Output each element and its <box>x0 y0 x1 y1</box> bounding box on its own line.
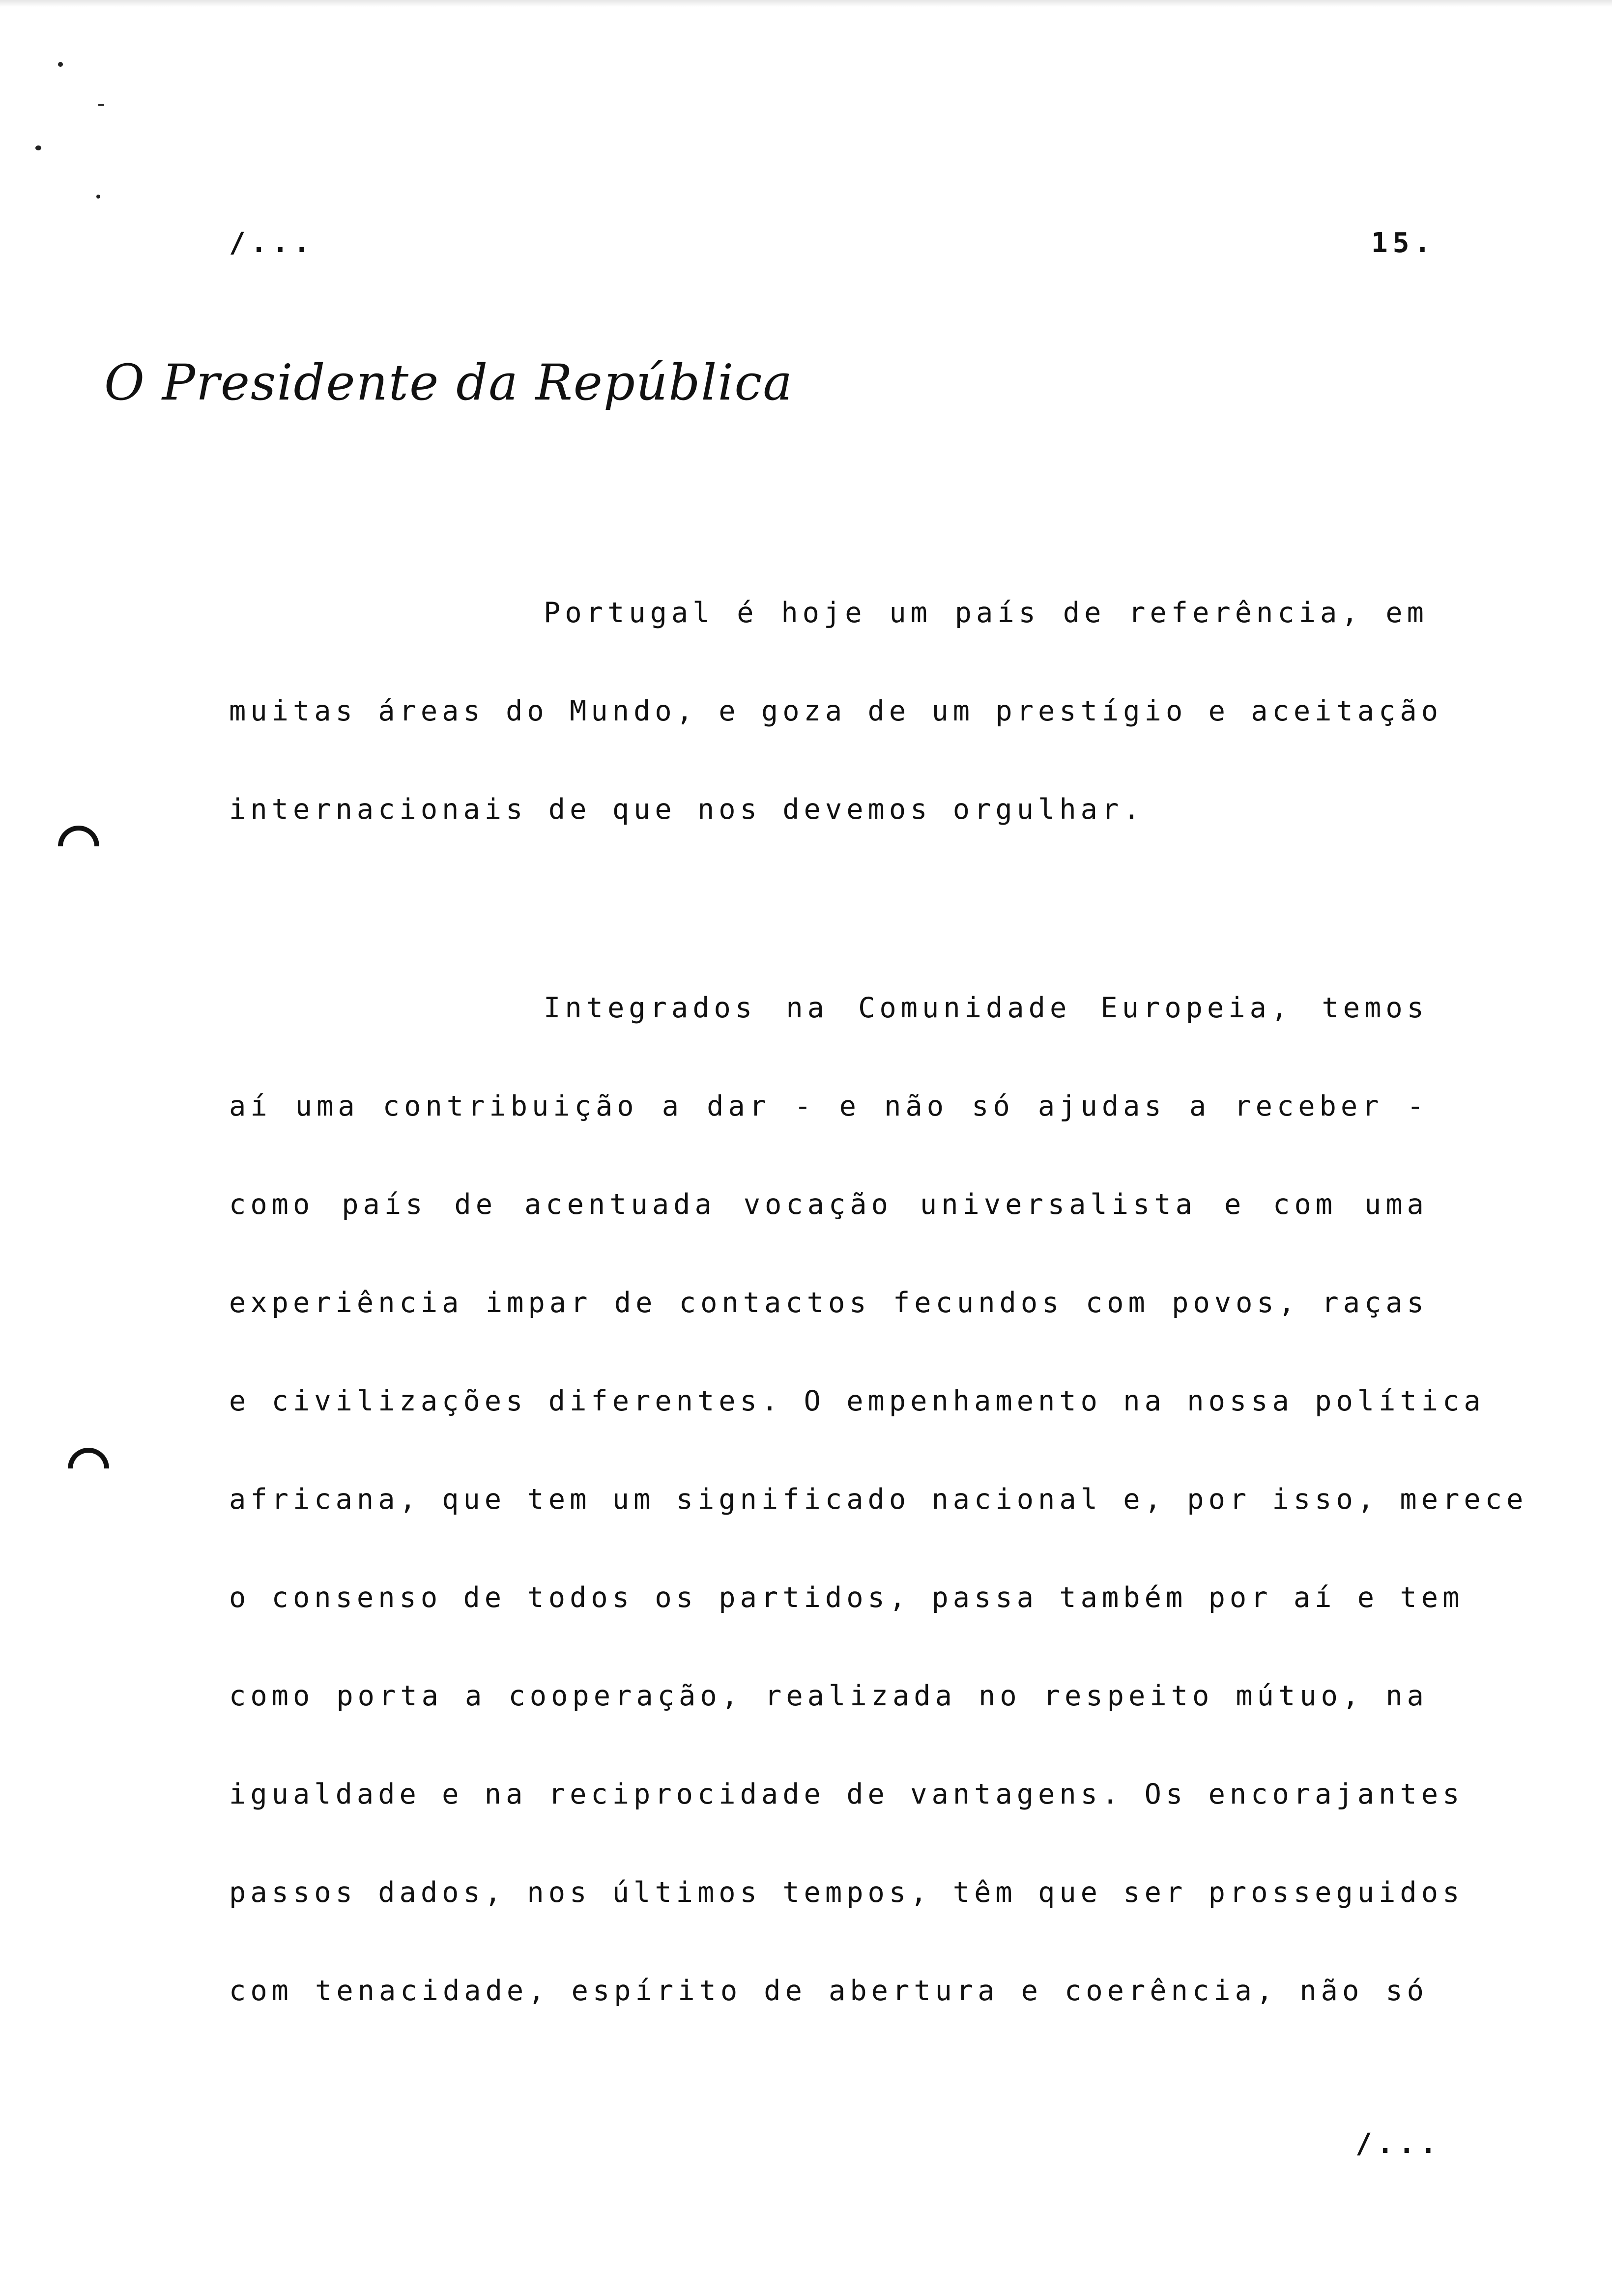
body-line: Integrados na Comunidade Europeia, temos <box>544 992 1428 1024</box>
body-line: passos dados, nos últimos tempos, têm que ser prosseguidos <box>229 1876 1464 1909</box>
body-line: como porta a cooperação, realizada no respeito mútuo, na <box>229 1680 1428 1712</box>
margin-mark <box>58 62 63 67</box>
continuation-marker-top: /... <box>229 227 315 259</box>
body-line: como país de acentuada vocação universalista e com uma <box>229 1188 1428 1221</box>
body-line: internacionais de que nos devemos orgulhar. <box>229 793 1145 826</box>
punch-hole-icon <box>50 817 108 876</box>
body-line: africana, que tem um significado nacional e, por isso, merece <box>229 1483 1528 1516</box>
punch-hole-icon <box>59 1439 118 1498</box>
body-line: com tenacidade, espírito de abertura e coerência, não só <box>229 1975 1428 2007</box>
letterhead: O Presidente da República <box>104 354 794 411</box>
body-line: Portugal é hoje um país de referência, em <box>544 597 1428 629</box>
margin-mark <box>35 145 41 150</box>
body-line: e civilizações diferentes. O empenhamento na nossa política <box>229 1385 1485 1417</box>
body-line: muitas áreas do Mundo, e goza de um prestígio e aceitação <box>229 695 1443 727</box>
margin-mark <box>96 195 100 199</box>
body-line: aí uma contribuição a dar - e não só ajudas a receber - <box>229 1090 1428 1122</box>
scan-edge <box>0 0 1612 7</box>
continuation-marker-bottom: /... <box>1355 2128 1441 2160</box>
margin-mark <box>98 104 104 106</box>
body-line: experiência impar de contactos fecundos com povos, raças <box>229 1287 1428 1319</box>
page-number: 15. <box>1371 227 1436 259</box>
body-line: igualdade e na reciprocidade de vantagens. Os encorajantes <box>229 1778 1464 1810</box>
body-line: o consenso de todos os partidos, passa também por aí e tem <box>229 1581 1464 1614</box>
